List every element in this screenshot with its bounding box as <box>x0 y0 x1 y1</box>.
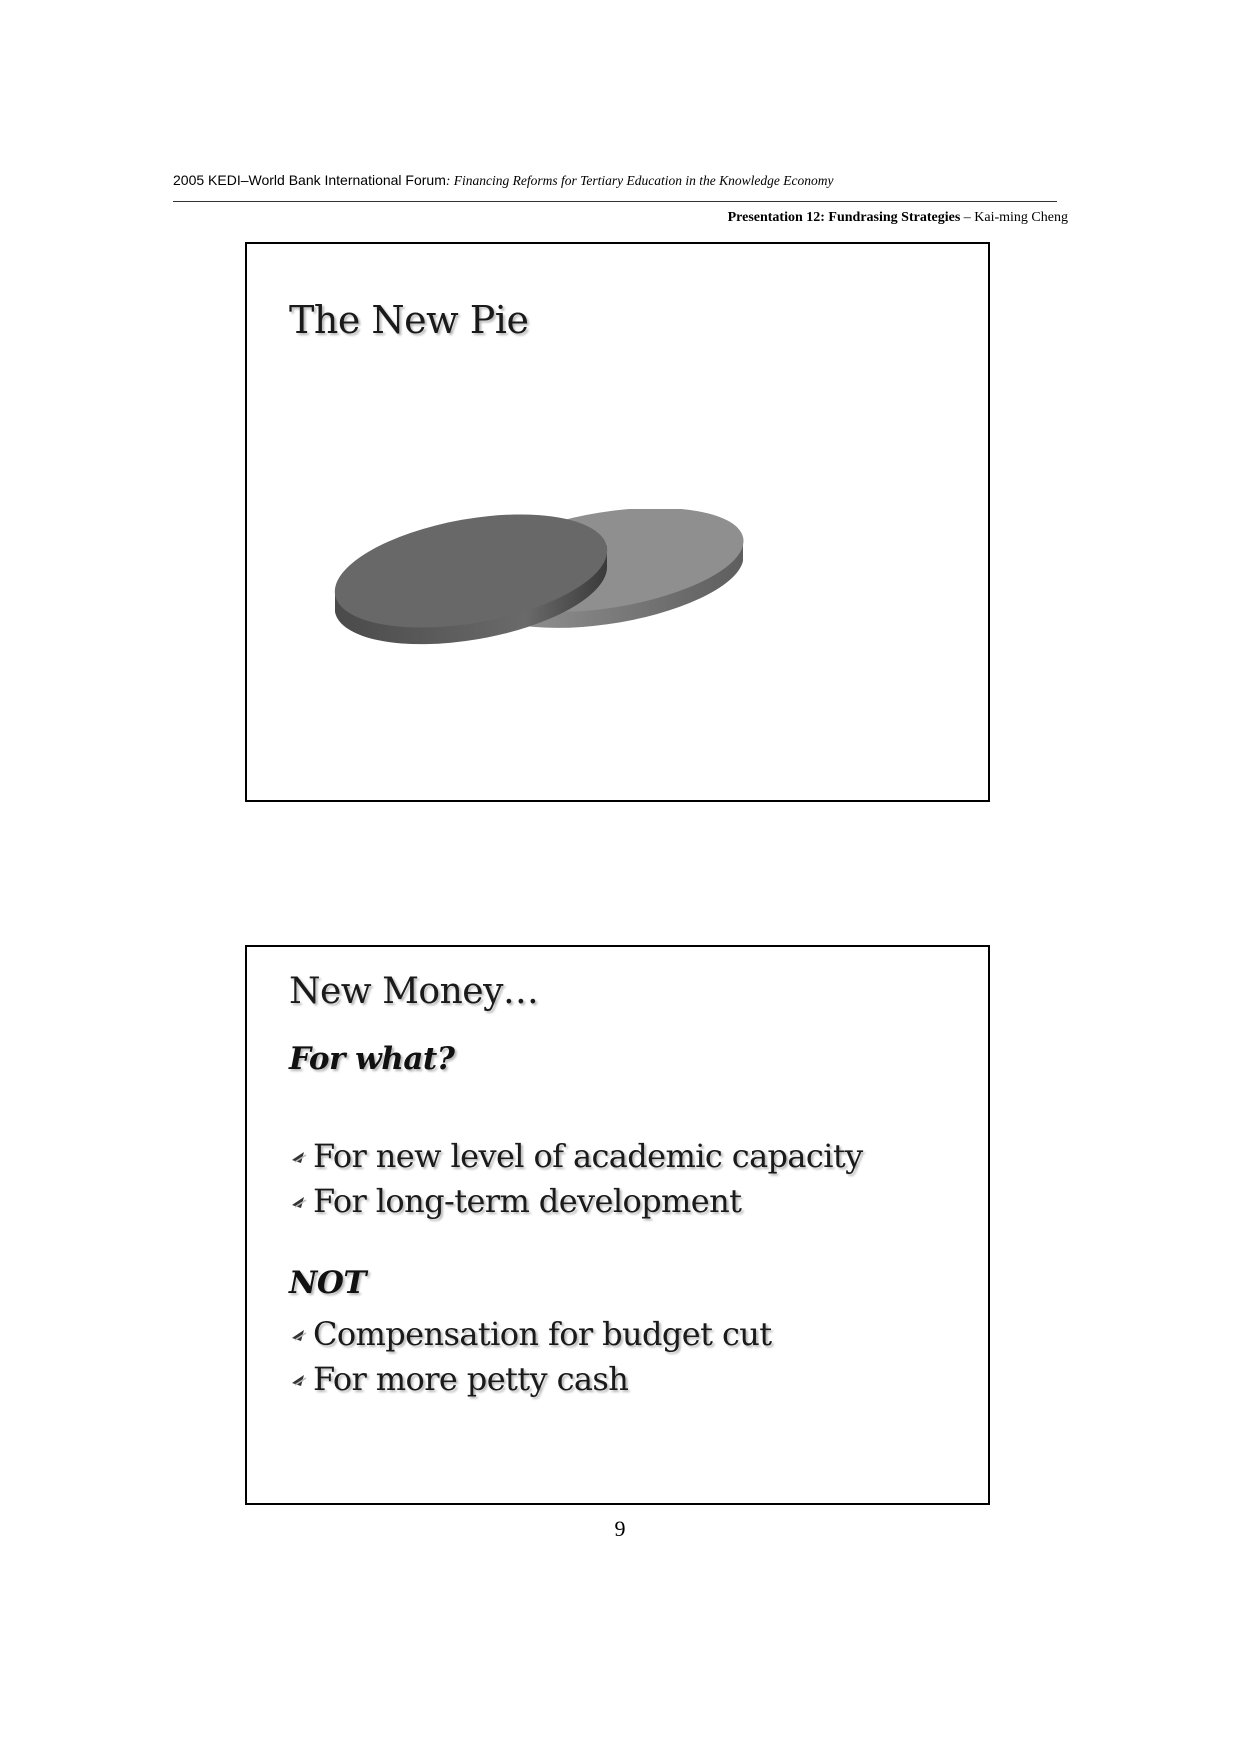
arrow-bullet-icon <box>289 1191 309 1211</box>
presentation-header <box>728 210 1068 226</box>
document-header <box>173 172 1073 189</box>
list-item-label: For more petty cash <box>313 1359 629 1398</box>
list-item <box>289 1133 863 1178</box>
list-item-label: For new level of academic capacity <box>313 1136 863 1175</box>
slide-title: The New Pie <box>289 298 529 342</box>
presenter-name: Kai-ming Cheng <box>974 210 1068 225</box>
pie-illustration <box>327 509 747 669</box>
not-heading: NOT <box>289 1265 366 1301</box>
for-bullet-list <box>289 1133 863 1223</box>
forum-name: 2005 KEDI–World Bank International Forum <box>173 172 446 188</box>
list-item <box>289 1311 772 1356</box>
list-item-label: For long-term development <box>313 1181 742 1220</box>
list-item-label: Compensation for budget cut <box>313 1314 772 1353</box>
list-item <box>289 1178 863 1223</box>
arrow-bullet-icon <box>289 1146 309 1166</box>
list-item <box>289 1356 772 1401</box>
slide-new-money <box>245 945 990 1505</box>
presentation-title: Presentation 12: Fundrasing Strategies <box>727 210 961 225</box>
forum-subtitle: Financing Reforms for Tertiary Education in the Knowledge Economy <box>450 173 834 188</box>
for-what-heading: For what? <box>289 1041 455 1077</box>
forum-separator: : <box>445 173 451 188</box>
arrow-bullet-icon <box>289 1324 309 1344</box>
header-rule <box>173 201 1057 202</box>
slide-the-new-pie <box>245 242 990 802</box>
slide-title: New Money… <box>289 971 539 1012</box>
author-separator: – <box>960 210 975 225</box>
not-bullet-list <box>289 1311 772 1401</box>
arrow-bullet-icon <box>289 1369 309 1389</box>
page-number: 9 <box>614 1516 626 1541</box>
